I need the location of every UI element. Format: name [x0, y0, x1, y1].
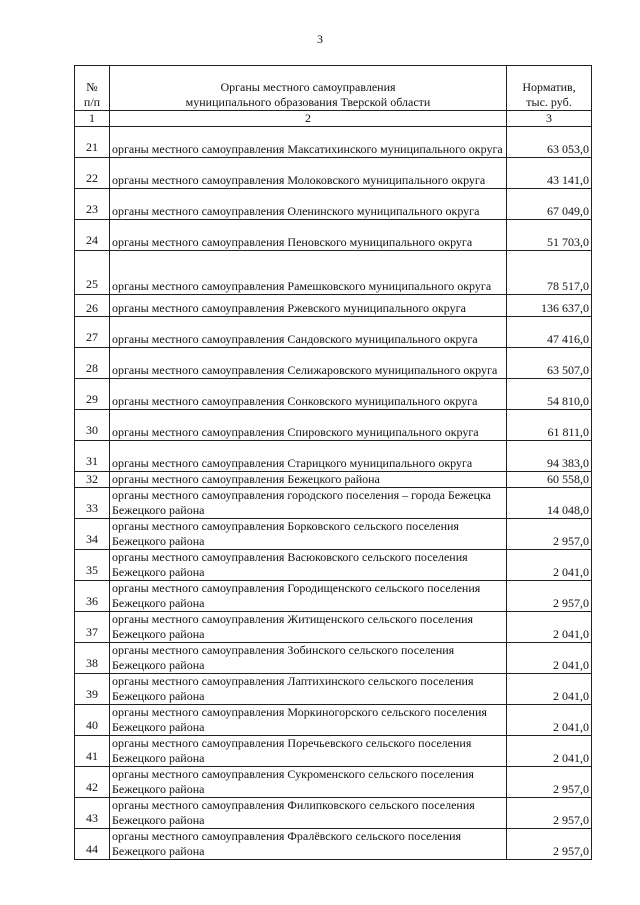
row-organ-name: органы местного самоуправления Поречьевского сельского поселения Бежецкого района	[110, 736, 507, 767]
table-row	[75, 251, 592, 295]
row-organ-name: органы местного самоуправления Максатихинского муниципального округа	[110, 127, 507, 158]
row-number: 24	[75, 220, 110, 251]
row-number: 31	[75, 441, 110, 472]
row-organ-name: органы местного самоуправления Рамешковского муниципального округа	[110, 251, 507, 295]
table-row	[75, 705, 592, 736]
column-index-3: 3	[507, 111, 592, 127]
norms-table	[74, 65, 592, 860]
row-number: 39	[75, 674, 110, 705]
row-organ-name: органы местного самоуправления Спировского муниципального округа	[110, 410, 507, 441]
row-norm-value: 78 517,0	[507, 251, 592, 295]
table-row	[75, 829, 592, 860]
row-norm-value: 67 049,0	[507, 189, 592, 220]
row-number: 27	[75, 317, 110, 348]
table-row	[75, 736, 592, 767]
row-number: 43	[75, 798, 110, 829]
row-norm-value: 2 957,0	[507, 798, 592, 829]
table-row	[75, 643, 592, 674]
row-organ-name: органы местного самоуправления Сукроменского сельского поселения Бежецкого района	[110, 767, 507, 798]
row-number: 29	[75, 379, 110, 410]
table-row	[75, 581, 592, 612]
row-number: 28	[75, 348, 110, 379]
row-number: 25	[75, 251, 110, 295]
row-organ-name: органы местного самоуправления Сонковского муниципального округа	[110, 379, 507, 410]
row-number: 37	[75, 612, 110, 643]
row-number: 21	[75, 127, 110, 158]
row-organ-name: органы местного самоуправления Житищенского сельского поселения Бежецкого района	[110, 612, 507, 643]
row-norm-value: 2 041,0	[507, 736, 592, 767]
row-norm-value: 63 053,0	[507, 127, 592, 158]
header-number-label: № п/п	[83, 80, 101, 109]
row-organ-name: органы местного самоуправления Пеновского муниципального округа	[110, 220, 507, 251]
row-organ-name: органы местного самоуправления Ржевского муниципального округа	[110, 295, 507, 317]
table-row	[75, 519, 592, 550]
row-norm-value: 2 957,0	[507, 581, 592, 612]
row-number: 40	[75, 705, 110, 736]
page-number: 3	[317, 32, 323, 46]
table-row	[75, 798, 592, 829]
row-number: 34	[75, 519, 110, 550]
row-number: 33	[75, 488, 110, 519]
column-index-1: 1	[75, 111, 110, 127]
header-norm-col	[507, 66, 592, 111]
row-norm-value: 60 558,0	[507, 472, 592, 488]
table-row	[75, 348, 592, 379]
table-row	[75, 379, 592, 410]
row-organ-name: органы местного самоуправления Оленинского муниципального округа	[110, 189, 507, 220]
row-norm-value: 63 507,0	[507, 348, 592, 379]
row-norm-value: 2 041,0	[507, 643, 592, 674]
row-norm-value: 2 041,0	[507, 550, 592, 581]
row-number: 30	[75, 410, 110, 441]
row-number: 44	[75, 829, 110, 860]
header-organ-label: Органы местного самоуправления муниципального образования Тверской области	[185, 80, 431, 109]
row-norm-value: 136 637,0	[507, 295, 592, 317]
row-norm-value: 54 810,0	[507, 379, 592, 410]
table-row	[75, 189, 592, 220]
row-norm-value: 2 041,0	[507, 705, 592, 736]
table-row	[75, 674, 592, 705]
header-organ-col	[110, 66, 507, 111]
row-norm-value: 47 416,0	[507, 317, 592, 348]
row-organ-name: органы местного самоуправления Васюковского сельского поселения Бежецкого района	[110, 550, 507, 581]
row-norm-value: 2 957,0	[507, 829, 592, 860]
row-organ-name: органы местного самоуправления Лаптихинского сельского поселения Бежецкого района	[110, 674, 507, 705]
table-row	[75, 158, 592, 189]
table-row	[75, 441, 592, 472]
header-number-col	[75, 66, 110, 111]
row-norm-value: 2 041,0	[507, 674, 592, 705]
row-number: 32	[75, 472, 110, 488]
row-organ-name: органы местного самоуправления Филипковского сельского поселения Бежецкого района	[110, 798, 507, 829]
row-number: 38	[75, 643, 110, 674]
row-organ-name: органы местного самоуправления Селижаровского муниципального округа	[110, 348, 507, 379]
row-organ-name: органы местного самоуправления Сандовского муниципального округа	[110, 317, 507, 348]
row-organ-name: органы местного самоуправления Старицкого муниципального округа	[110, 441, 507, 472]
column-index-2: 2	[110, 111, 507, 127]
table-row	[75, 220, 592, 251]
table-body	[75, 127, 592, 860]
table-row	[75, 295, 592, 317]
table-row	[75, 767, 592, 798]
row-norm-value: 2 957,0	[507, 519, 592, 550]
table-row	[75, 612, 592, 643]
row-organ-name: органы местного самоуправления Моркиногорского сельского поселения Бежецкого района	[110, 705, 507, 736]
row-organ-name: органы местного самоуправления Фралёвского сельского поселения Бежецкого района	[110, 829, 507, 860]
table-row	[75, 550, 592, 581]
row-norm-value: 2 957,0	[507, 767, 592, 798]
row-number: 35	[75, 550, 110, 581]
row-norm-value: 14 048,0	[507, 488, 592, 519]
row-organ-name: органы местного самоуправления Молоковского муниципального округа	[110, 158, 507, 189]
row-norm-value: 2 041,0	[507, 612, 592, 643]
table-row	[75, 127, 592, 158]
row-organ-name: органы местного самоуправления городского поселения – города Бежецка Бежецкого района	[110, 488, 507, 519]
row-organ-name: органы местного самоуправления Зобинского сельского поселения Бежецкого района	[110, 643, 507, 674]
row-number: 23	[75, 189, 110, 220]
row-number: 26	[75, 295, 110, 317]
row-norm-value: 51 703,0	[507, 220, 592, 251]
table-row	[75, 317, 592, 348]
table-row	[75, 472, 592, 488]
table-row	[75, 410, 592, 441]
row-norm-value: 43 141,0	[507, 158, 592, 189]
row-number: 42	[75, 767, 110, 798]
table-row	[75, 488, 592, 519]
header-norm-label: Норматив, тыс. руб.	[522, 80, 576, 109]
table-header-row	[75, 66, 592, 111]
row-norm-value: 61 811,0	[507, 410, 592, 441]
column-index-row	[75, 111, 592, 127]
row-number: 22	[75, 158, 110, 189]
row-organ-name: органы местного самоуправления Борковского сельского поселения Бежецкого района	[110, 519, 507, 550]
row-norm-value: 94 383,0	[507, 441, 592, 472]
row-organ-name: органы местного самоуправления Бежецкого района	[110, 472, 507, 488]
row-organ-name: органы местного самоуправления Городищенского сельского поселения Бежецкого района	[110, 581, 507, 612]
row-number: 36	[75, 581, 110, 612]
row-number: 41	[75, 736, 110, 767]
